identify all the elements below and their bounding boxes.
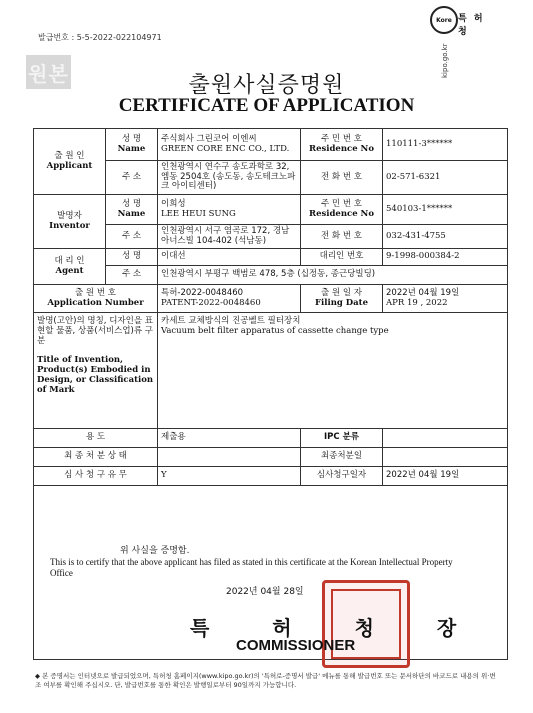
logo-text: 특 허 청 <box>458 14 485 37</box>
logo-url: kipo.go.kr <box>441 43 449 78</box>
title-of-invention-row <box>34 313 508 429</box>
agent-address: 인천광역시 부평구 백범로 478, 5층 (십정동, 종근당빌딩) <box>158 266 508 285</box>
applicant-resno-label: 주 민 번 호 Residence No <box>301 129 383 161</box>
kipo-logo <box>430 6 500 78</box>
agent-name: 이대선 <box>158 249 301 266</box>
applicant-name: 주식회사 그린코어 이엔씨 GREEN CORE ENC CO., LTD. <box>158 129 301 161</box>
title-of-invention-label: 발명(고안)의 명칭, 디자인을 표현할 물품, 상품(서비스업)류 구분 Title of Invention, Product(s) Embodied in Design, or Classification of Mark <box>34 313 158 429</box>
certify-statement-korean: 위 사실을 증명함. <box>120 546 190 556</box>
inventor-name-label: 성 명 Name <box>106 195 158 225</box>
verification-notice: ◆ 본 증명서는 인터넷으로 발급되었으며, 특허청 홈페이지(www.kipo.go.kr)의 '특허로-증명서 발급' 메뉴를 통해 발급번호 또는 문서하단의 바코드로 내용의 위·변조 여부를 확인해 주십시오. 단, 발급번호를 통한 확인은 발행일로부터 90일까지 가능합니다. <box>35 672 496 689</box>
kipo-emblem-icon: Kore <box>430 6 458 34</box>
commissioner-english: COMMISSIONER <box>236 637 356 654</box>
applicant-address-row <box>34 161 508 195</box>
applicant-label: 출 원 인 Applicant <box>34 129 106 195</box>
agent-name-row <box>34 249 508 266</box>
applicant-resno: 110111-3****** <box>383 129 508 161</box>
final-date-label: 최종처분일 <box>301 448 383 467</box>
title-korean: 출원사실증명원 <box>188 73 345 98</box>
inventor-address: 인천광역시 서구 염곡로 172, 경남아너스빌 104-402 (석남동) <box>158 225 301 249</box>
agent-address-label: 주 소 <box>106 266 158 285</box>
applicant-address-label: 주 소 <box>106 161 158 195</box>
agent-no: 9-1998-000384-2 <box>383 249 508 266</box>
exam-request-value: Y <box>158 467 301 486</box>
original-watermark: 원본 <box>26 55 71 89</box>
inventor-phone: 032-431-4755 <box>383 225 508 249</box>
final-status-label: 최 종 처 분 상 태 <box>34 448 158 467</box>
applicant-phone-label: 전 화 번 호 <box>301 161 383 195</box>
inventor-address-row <box>34 225 508 249</box>
issue-date: 2022년 04월 28일 <box>226 587 304 597</box>
applicant-name-label: 성 명 Name <box>106 129 158 161</box>
certify-statement-english: This is to certify that the above applicant has filed as stated in this certificate at the Korean Intellectual Property Office <box>50 557 453 578</box>
application-number: 특허-2022-0048460 PATENT-2022-0048460 <box>158 285 301 313</box>
agent-name-label: 성 명 <box>106 249 158 266</box>
title-english: CERTIFICATE OF APPLICATION <box>118 95 415 116</box>
application-row <box>34 285 508 313</box>
agent-address-row <box>34 266 508 285</box>
filing-date-label: 출 원 일 자 Filing Date <box>301 285 383 313</box>
inventor-name-row <box>34 195 508 225</box>
ipc-label: IPC 분류 <box>301 429 383 448</box>
exam-request-label: 심 사 청 구 유 무 <box>34 467 158 486</box>
final-status-value <box>158 448 301 467</box>
filing-date: 2022년 04월 19일 APR 19 , 2022 <box>383 285 508 313</box>
applicant-phone: 02-571-6321 <box>383 161 508 195</box>
applicant-name-row <box>34 129 508 161</box>
exam-date-label: 심사청구일자 <box>301 467 383 486</box>
inventor-name: 이희성 LEE HEUI SUNG <box>158 195 301 225</box>
exam-date-value: 2022년 04월 19일 <box>383 467 508 486</box>
inventor-label: 발명자 Inventor <box>34 195 106 249</box>
inventor-phone-label: 전 화 번 호 <box>301 225 383 249</box>
inventor-resno: 540103-1****** <box>383 195 508 225</box>
inventor-resno-label: 주 민 번 호 Residence No <box>301 195 383 225</box>
title-of-invention-value: 카세트 교체방식의 진공벨트 필터장치 Vacuum belt filter apparatus of cassette change type <box>158 313 508 429</box>
inventor-address-label: 주 소 <box>106 225 158 249</box>
applicant-address: 인천광역시 연수구 송도과학로 32, 엠동 2504호 (송도동, 송도테크노파크 아이티센터) <box>158 161 301 195</box>
issue-number: 발급번호 : 5-5-2022-022104971 <box>38 33 162 42</box>
usage-value: 제출용 <box>158 429 301 448</box>
agent-label: 대 리 인 Agent <box>34 249 106 285</box>
usage-row <box>34 429 508 448</box>
certificate-table <box>33 128 508 660</box>
final-date-value <box>383 448 508 467</box>
agent-no-label: 대리인 번호 <box>301 249 383 266</box>
ipc-value <box>383 429 508 448</box>
exam-request-row <box>34 467 508 486</box>
application-number-label: 출 원 번 호 Application Number <box>34 285 158 313</box>
final-disposition-row <box>34 448 508 467</box>
commissioner-korean: 특 허 청 장 <box>190 616 485 640</box>
usage-label: 용 도 <box>34 429 158 448</box>
